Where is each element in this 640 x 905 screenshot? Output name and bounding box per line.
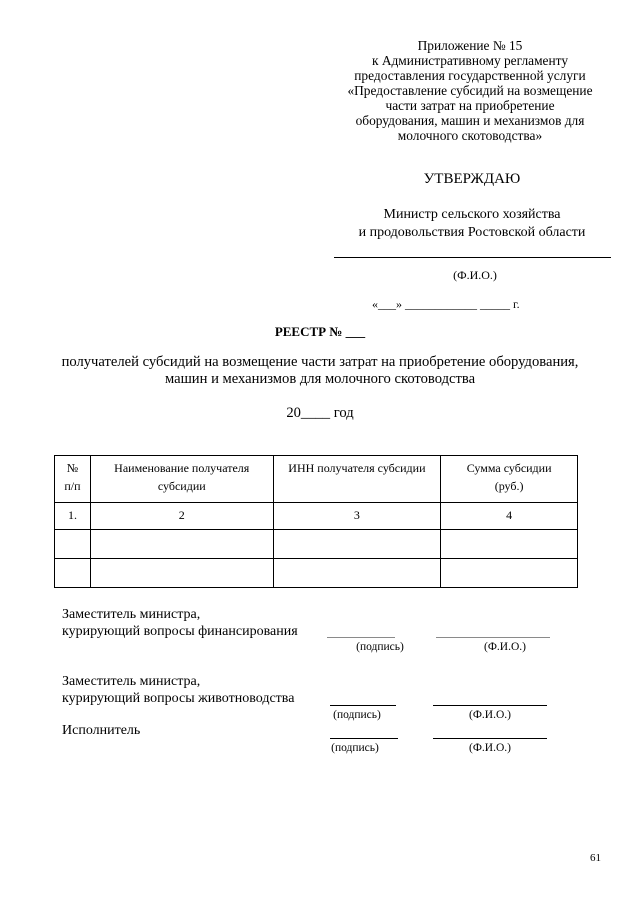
table-cell <box>55 559 91 588</box>
appendix-line: предоставления государственной услуги <box>354 68 586 83</box>
table-row <box>55 559 578 588</box>
appendix-line: Приложение № 15 <box>417 38 523 53</box>
registry-description <box>40 354 600 388</box>
appendix-note <box>320 38 620 143</box>
column-header-subsidy-amount: Сумма субсидии (руб.) <box>441 456 578 503</box>
table-cell <box>441 530 578 559</box>
table-cell: 2 <box>90 503 273 530</box>
appendix-line: к Административному регламенту <box>371 53 569 68</box>
signatory-executor-label: Исполнитель <box>62 723 141 738</box>
fio-line <box>436 637 550 638</box>
fio-caption: (Ф.И.О.) <box>469 742 511 754</box>
fio-line <box>433 705 547 706</box>
table-cell: 4 <box>441 503 578 530</box>
signature-caption: (подпись) <box>331 742 379 754</box>
signatory-finance-label: Заместитель министра, курирующий вопросы финансирования <box>62 607 298 639</box>
table-cell <box>273 559 441 588</box>
fio-caption: (Ф.И.О.) <box>484 641 526 653</box>
approver-signature-line <box>334 257 611 258</box>
appendix-line: молочного скотоводства» <box>397 128 543 143</box>
registry-year: 20____ год <box>286 405 354 421</box>
signature-line <box>327 637 395 638</box>
signature-line <box>330 738 398 739</box>
fio-caption: (Ф.И.О.) <box>469 709 511 721</box>
appendix-line: части затрат на приобретение <box>385 98 555 113</box>
table-header-row <box>55 456 578 503</box>
table-cell: 1. <box>55 503 91 530</box>
table-cell <box>441 559 578 588</box>
approval-date-line: «___» ____________ _____ г. <box>372 297 520 311</box>
table-cell <box>90 530 273 559</box>
registry-table <box>54 455 578 588</box>
approver-fio-caption: (Ф.И.О.) <box>453 268 497 282</box>
table-row <box>55 530 578 559</box>
registry-description-line: получателей субсидий на возмещение части затрат на приобретение оборудования, <box>61 354 579 370</box>
approver-position <box>332 206 612 242</box>
approval-heading: УТВЕРЖДАЮ <box>423 171 521 187</box>
page-number: 61 <box>590 852 601 864</box>
signatory-livestock-label: Заместитель министра, курирующий вопросы животноводства <box>62 674 295 706</box>
signature-caption: (подпись) <box>333 709 381 721</box>
table-cell <box>90 559 273 588</box>
table-cell: 3 <box>273 503 441 530</box>
approver-position-line: Министр сельского хозяйства <box>383 207 561 222</box>
table-cell <box>55 530 91 559</box>
appendix-line: оборудования, машин и механизмов для <box>355 113 585 128</box>
registry-title: РЕЕСТР № ___ <box>274 324 366 339</box>
column-header-recipient-name: Наименование получателя субсидии <box>90 456 273 503</box>
registry-description-line: машин и механизмов для молочного скотоводства <box>164 371 476 387</box>
signature-line <box>330 705 396 706</box>
appendix-line: «Предоставление субсидий на возмещение <box>347 83 593 98</box>
column-header-inn: ИНН получателя субсидии <box>273 456 441 503</box>
fio-line <box>433 738 547 739</box>
signature-caption: (подпись) <box>356 641 404 653</box>
approver-position-line: и продовольствия Ростовской области <box>358 225 586 240</box>
table-row <box>55 503 578 530</box>
table-cell <box>273 530 441 559</box>
column-header-number: № п/п <box>55 456 91 503</box>
